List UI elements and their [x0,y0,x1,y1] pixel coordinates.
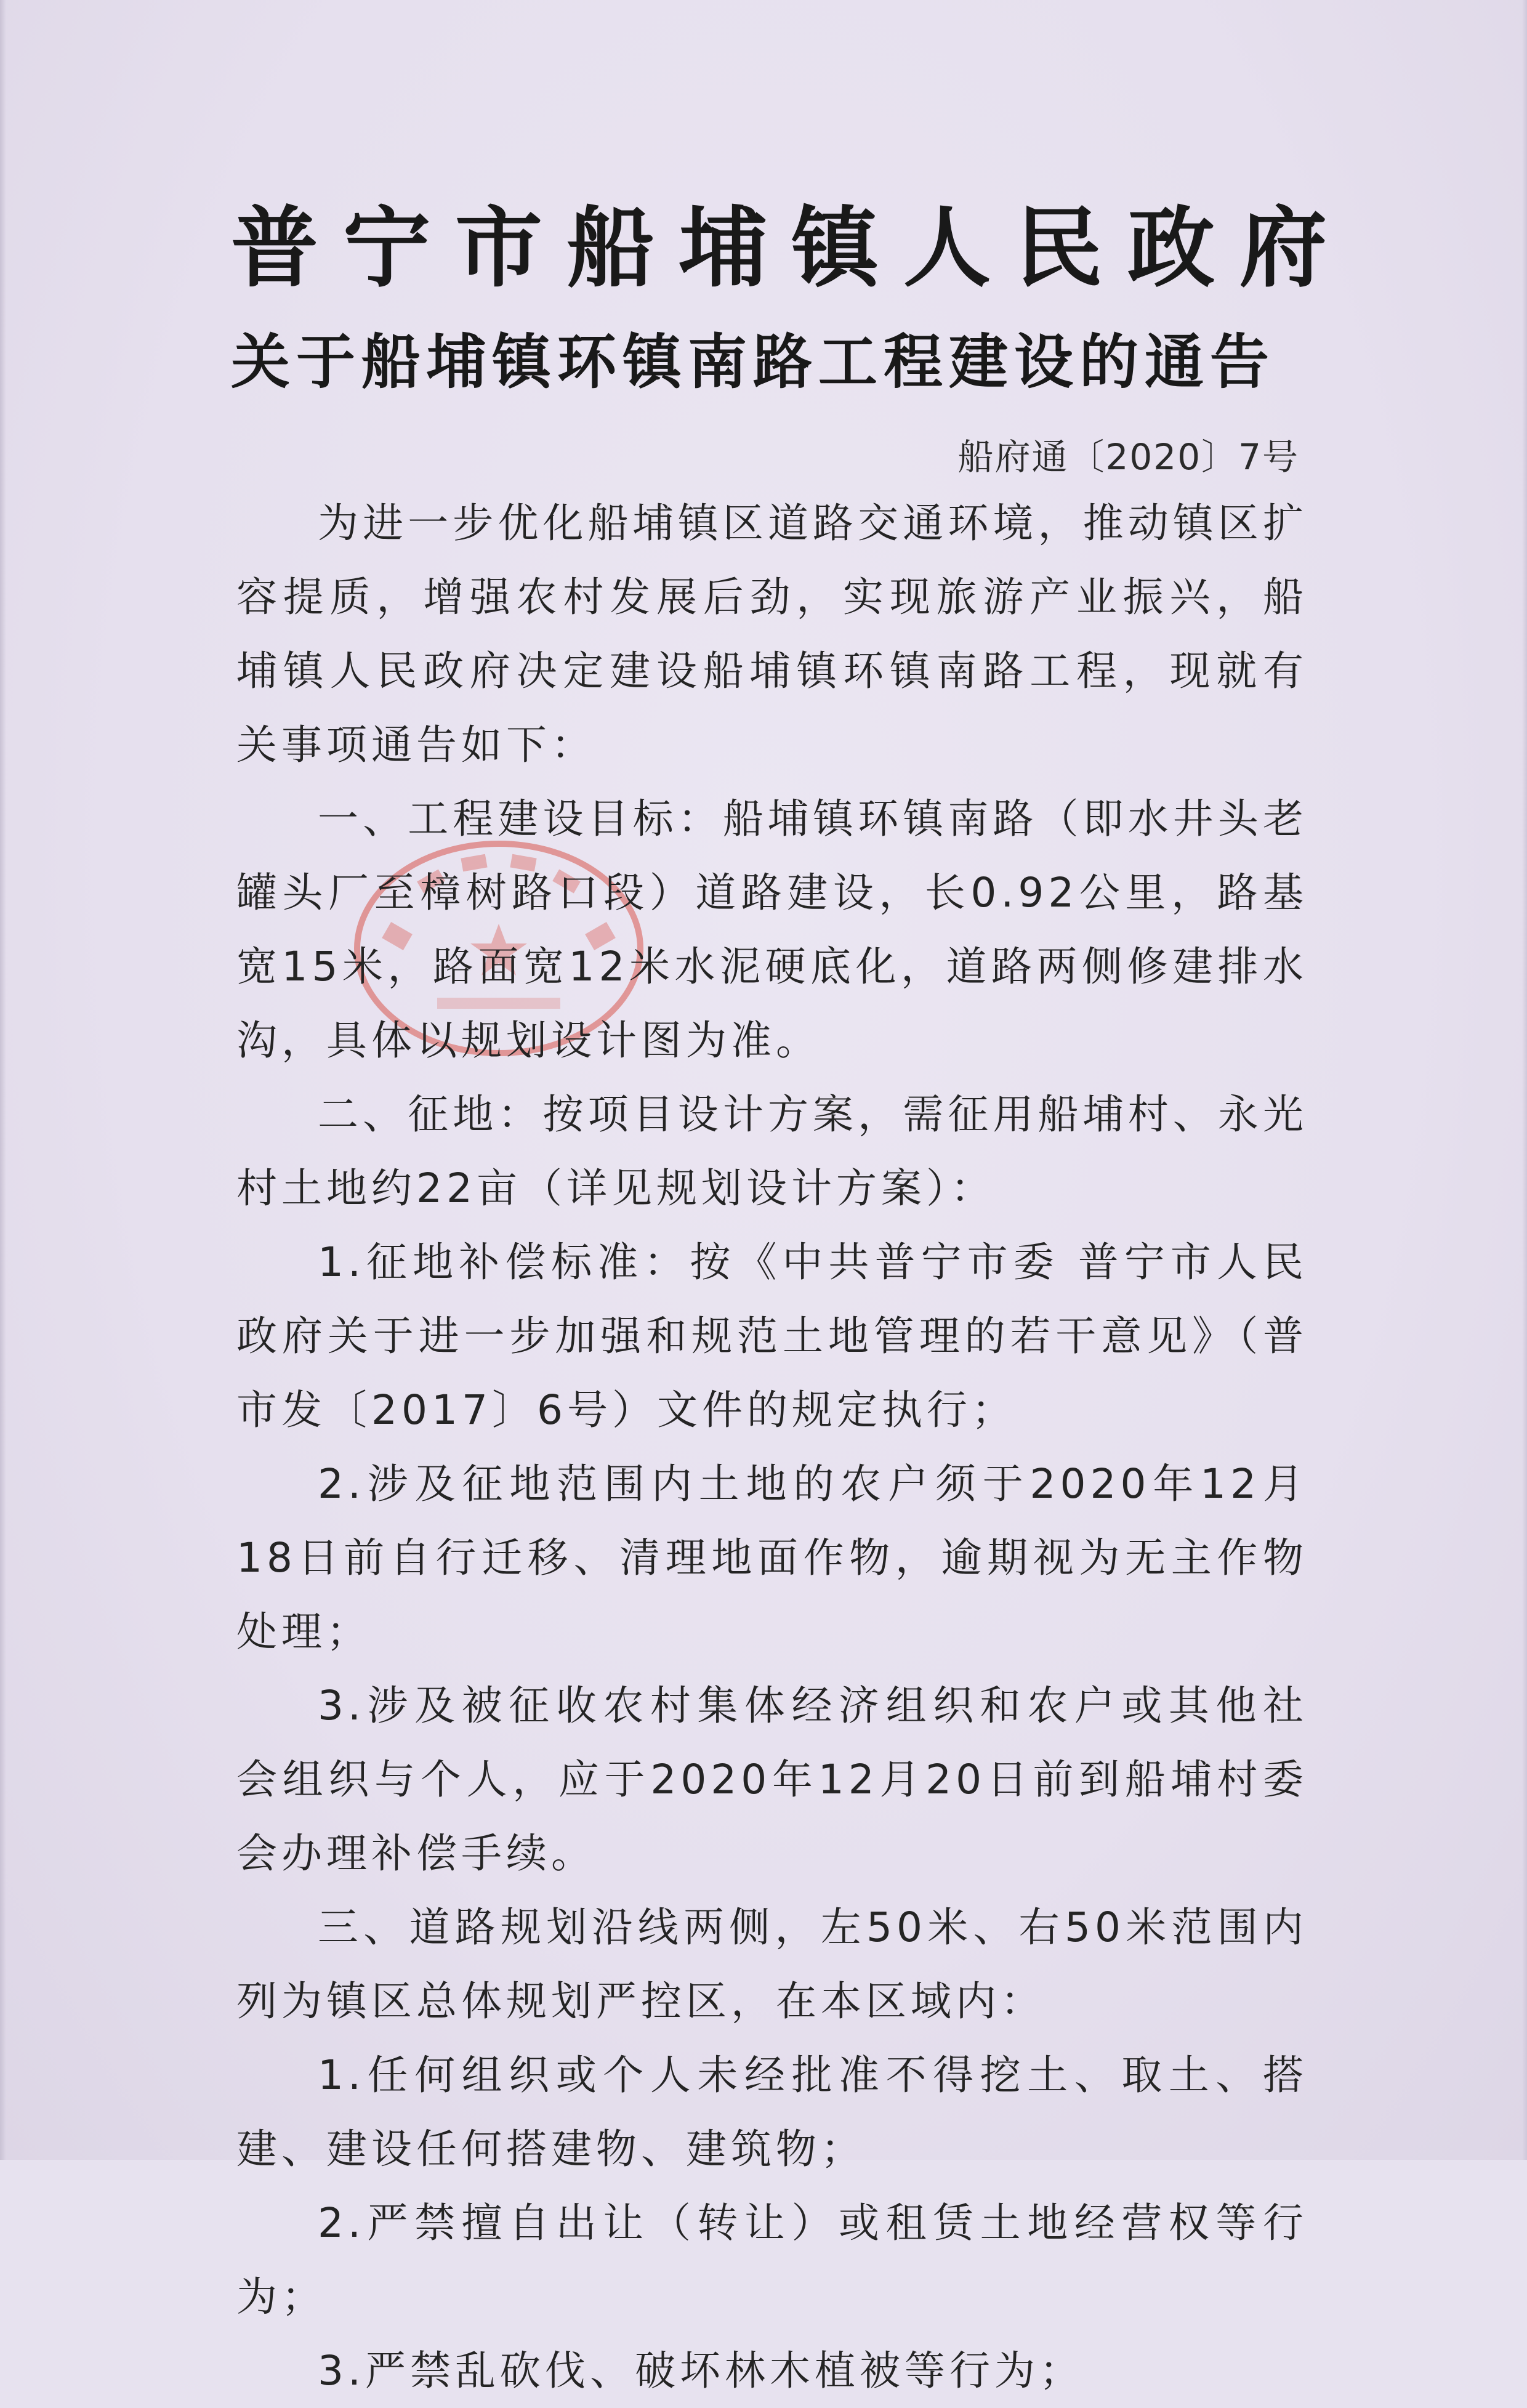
paragraph-section-2-item-1: 1.征地补偿标准：按《中共普宁市委 普宁市人民政府关于进一步加强和规范土地管理的若干意见》（普市发〔2017〕6号）文件的规定执行； [236,1238,1308,1434]
paragraph-section-3-item-3: 3.严禁乱砍伐、破坏林木植被等行为； [318,2347,1084,2394]
paragraph-section-2-item-3: 3.涉及被征收农村集体经济组织和农户或其他社会组织与个人，应于2020年12月20日前到船埔村委会办理补偿手续。 [236,1682,1308,1877]
document-body [236,487,1308,2408]
paragraph-section-3: 三、道路规划沿线两侧，左50米、右50米范围内列为镇区总体规划严控区，在本区域内： [236,1904,1308,2025]
document-number: 船府通〔2020〕7号 [957,436,1299,478]
scan-edge-left [0,0,6,2160]
paragraph-intro: 为进一步优化船埔镇区道路交通环境，推动镇区扩容提质，增强农村发展后劲，实现旅游产业振兴，船埔镇人民政府决定建设船埔镇环镇南路工程，现就有关事项通告如下： [236,499,1308,769]
scan-edge-right [1522,0,1527,2160]
paragraph-section-3-item-2: 2.严禁擅自出让（转让）或租赁土地经营权等行为； [236,2199,1308,2321]
document-title: 普宁市船埔镇人民政府 [231,197,1352,299]
paragraph-section-3-item-1: 1.任何组织或个人未经批准不得挖土、取土、搭建、建设任何搭建物、建筑物； [236,2051,1308,2173]
paragraph-section-2: 二、征地：按项目设计方案，需征用船埔村、永光村土地约22亩（详见规划设计方案）： [236,1091,1308,1212]
document-subtitle: 关于船埔镇环镇南路工程建设的通告 [231,327,1275,397]
paragraph-section-1: 一、工程建设目标：船埔镇环镇南路（即水井头老罐头厂至樟树路口段）道路建设，长0.92公里，路基宽15米，路面宽12米水泥硬底化，道路两侧修建排水沟，具体以规划设计图为准。 [236,795,1308,1064]
paragraph-section-2-item-2: 2.涉及征地范围内土地的农户须于2020年12月18日前自行迁移、清理地面作物，逾期视为无主作物处理； [236,1460,1308,1655]
